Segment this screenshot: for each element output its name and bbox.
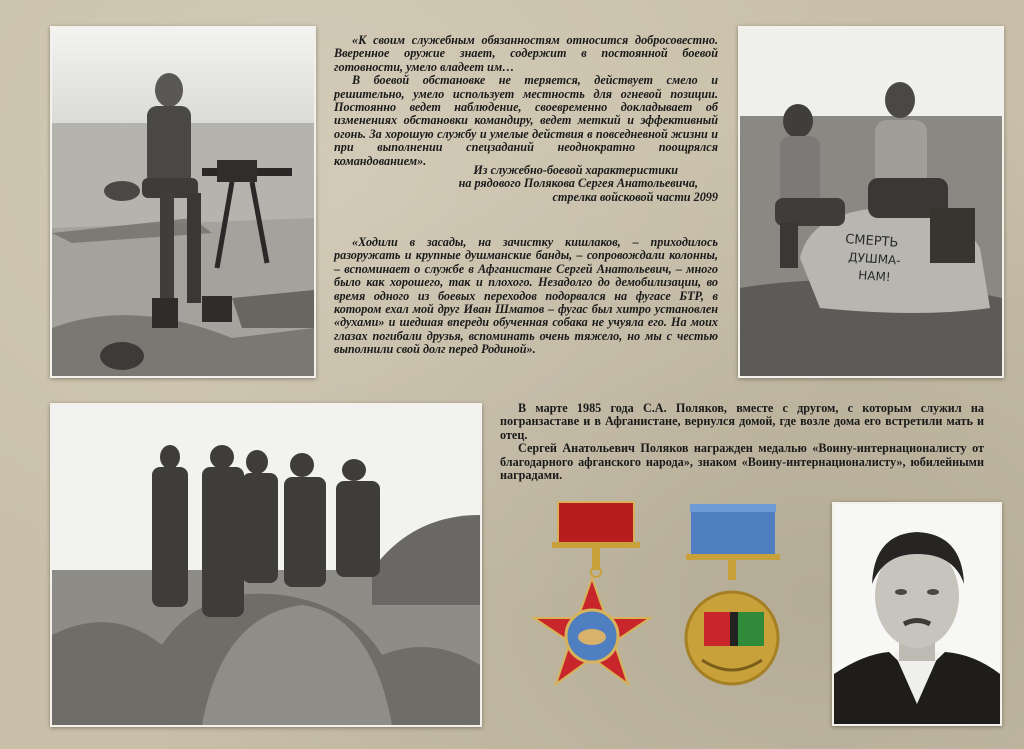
quote1-paragraph2: В боевой обстановке не теряется, действует смело и решительно, умело использует местность для огневой позиции. Постоянно ведет наблюдение, своевременно докладывает об изменениях обстановки командиру, ведет меткий и эффективный огонь. За хорошую службу и умелые действия в повседневной жизни и при выполнении спецзаданий неоднократно поощрялся командованием».	[334, 73, 718, 168]
bio-paragraph2: Сергей Анатольевич Поляков награжден медалью «Воину-интернационалисту от благодарного афганского народа», знаком «Воину-интернационалисту», юбилейными наградами.	[500, 441, 984, 483]
rock-inscription-line2: ДУШМА-	[847, 250, 902, 268]
photo-two-soldiers-on-rock	[738, 26, 1004, 378]
quote2-paragraph: «Ходили в засады, на зачистку кишлаков, – приходилось разоружать и крупные душманские банды, – сопровождали колонны, – вспоминает о службе в Афганистане Сергей Анатольевич, – много было как хорошего, так и плохого. Незадолго до демобилизации, во время одного из боевых переходов подорвался на фугасе БТР, в котором ехал мой друг Иван Шматов – фугас был хитро установлен «духами» и шедшая впереди обученная собака не учуяла его. На моих глазах погибали друзья, вспоминать очень тяжело, но мы с честью выполнили свой долг перед Родиной».	[334, 235, 718, 357]
biography-text	[500, 402, 984, 482]
internationalist-star-badge	[528, 500, 653, 700]
quote1-signature-line3: стрелка войсковой части 2099	[552, 189, 718, 204]
quote1-signature-line1: Из служебно-боевой характеристики	[473, 163, 678, 177]
red-ribbon	[558, 502, 634, 546]
recollection-quote	[334, 236, 718, 357]
rock-inscription-line1: СМЕРТЬ	[844, 232, 899, 251]
afghan-gratitude-medal	[678, 500, 788, 690]
quote1-signature-line2: на рядового Полякова Сергея Анатольевича,	[458, 176, 698, 191]
quote1-paragraph1: «К своим служебным обязанностям относится добросовестно. Вверенное оружие знает, содержит в постоянной боевой готовности, умело владеет им…	[334, 33, 718, 74]
rock-inscription-line3: НАМ!	[857, 268, 892, 285]
photo-group-of-soldiers	[50, 403, 482, 727]
photo-portrait	[832, 502, 1002, 726]
quote1-signature	[334, 164, 718, 204]
bio-paragraph1: В марте 1985 года С.А. Поляков, вместе с другом, с которым служил на погранзаставе и в Афганистане, вернулся домой, где возле дома его встретили мать и отец.	[500, 401, 984, 442]
blue-ribbon	[690, 504, 776, 558]
photo-soldier-with-machine-gun	[50, 26, 316, 378]
service-characteristic-quote	[334, 34, 718, 168]
